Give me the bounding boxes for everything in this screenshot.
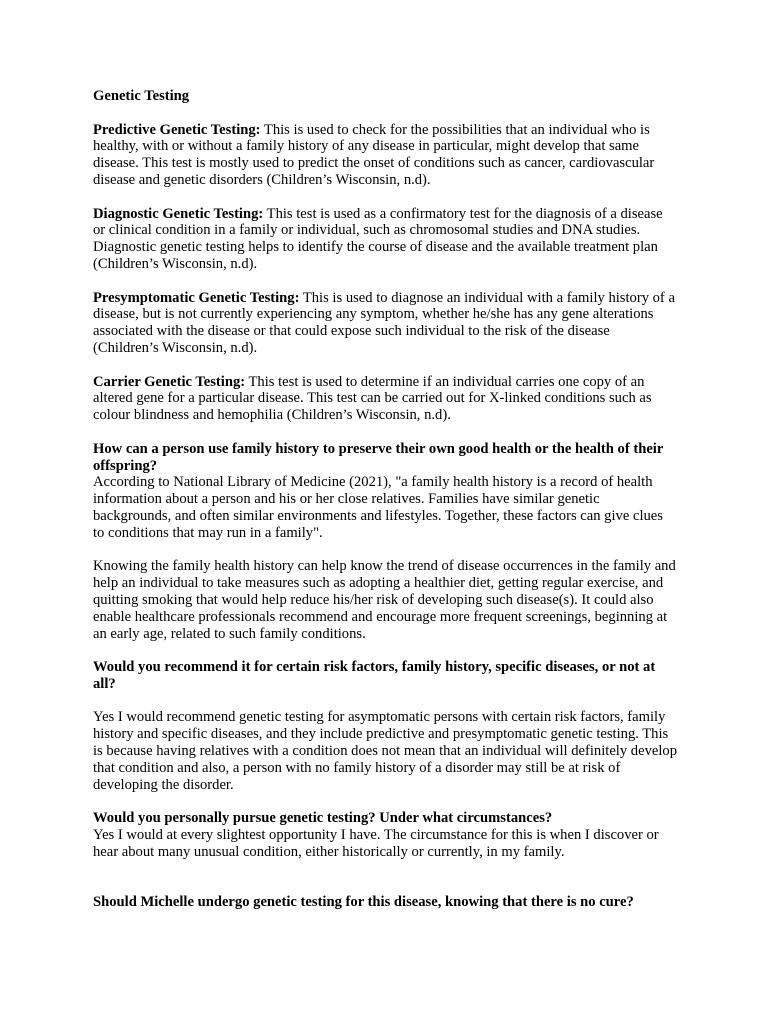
diagnostic-testing-term: Diagnostic Genetic Testing: <box>93 205 264 222</box>
family-history-question: How can a person use family history to preserve their own good health or the health of their offspring? <box>93 440 664 474</box>
family-history-answer-1: According to National Library of Medicine (2021), "a family health history is a record of health information about a person and his or her close relatives. Families have similar genetic backgrounds, and often similar environments and lifestyles. Together, these factors can give clues to conditions that may run in a family". <box>93 474 663 541</box>
presymptomatic-testing-paragraph <box>93 290 677 357</box>
presymptomatic-testing-term: Presymptomatic Genetic Testing: <box>93 289 300 306</box>
family-history-answer-2: Knowing the family health history can help know the trend of disease occurrences in the family and help an individual to take measures such as adopting a healthier diet, getting regular exercise, and quitting smoking that would help reduce his/her risk of developing such disease(s). It could also enable healthcare professionals recommend and encourage more frequent screenings, beginning at an early age, related to such family conditions. <box>93 558 676 642</box>
carrier-testing-paragraph <box>93 374 677 424</box>
document-title: Genetic Testing <box>93 88 190 104</box>
diagnostic-testing-text: This test is used as a confirmatory test for the diagnosis of a disease or clinical condition in a family or individual, such as chromosomal studies and DNA studies. Diagnostic genetic testing helps to identify the course of disease and the available treatment plan (Children’s Wisconsin, n.d). <box>93 205 663 272</box>
michelle-question: Should Michelle undergo genetic testing for this disease, knowing that there is no cure? <box>93 894 634 911</box>
blank-line <box>93 877 677 894</box>
carrier-testing-term: Carrier Genetic Testing: <box>93 373 246 390</box>
diagnostic-testing-paragraph <box>93 206 677 273</box>
predictive-testing-text: This is used to check for the possibilities that an individual who is healthy, with or without a family history of any disease in particular, might develop that same disease. This test is mostly used to predict the onset of conditions such as cancer, cardiovascular disease and genetic disorders (Children’s Wisconsin, n.d). <box>93 121 655 188</box>
predictive-testing-term: Predictive Genetic Testing: <box>93 121 261 138</box>
document-body <box>93 88 677 911</box>
recommend-answer: Yes I would recommend genetic testing for asymptomatic persons with certain risk factors, family history and specific diseases, and they include predictive and presymptomatic genetic testing. This is because having relatives with a condition does not mean that an individual will definitely develop that condition and also, a person with no family history of a disorder may still be at risk of developing the disorder. <box>93 709 678 793</box>
pursue-answer: Yes I would at every slightest opportunity I have. The circumstance for this is when I discover or hear about many unusual condition, either historically or currently, in my family. <box>93 827 659 860</box>
pursue-question: Would you personally pursue genetic testing? Under what circumstances? <box>93 810 553 827</box>
presymptomatic-testing-text: This is used to diagnose an individual with a family history of a disease, but is not currently experiencing any symptom, whether he/she has any gene alterations associated with the disease or that could expose such individual to the risk of the disease (Children’s Wisconsin, n.d). <box>93 289 675 356</box>
predictive-testing-paragraph <box>93 122 677 189</box>
carrier-testing-text: This test is used to determine if an individual carries one copy of an altered gene for a particular disease. This test can be carried out for X-linked conditions such as colour blindness and hemophilia (Children’s Wisconsin, n.d). <box>93 373 652 424</box>
recommend-question: Would you recommend it for certain risk factors, family history, specific diseases, or not at all? <box>93 659 656 692</box>
